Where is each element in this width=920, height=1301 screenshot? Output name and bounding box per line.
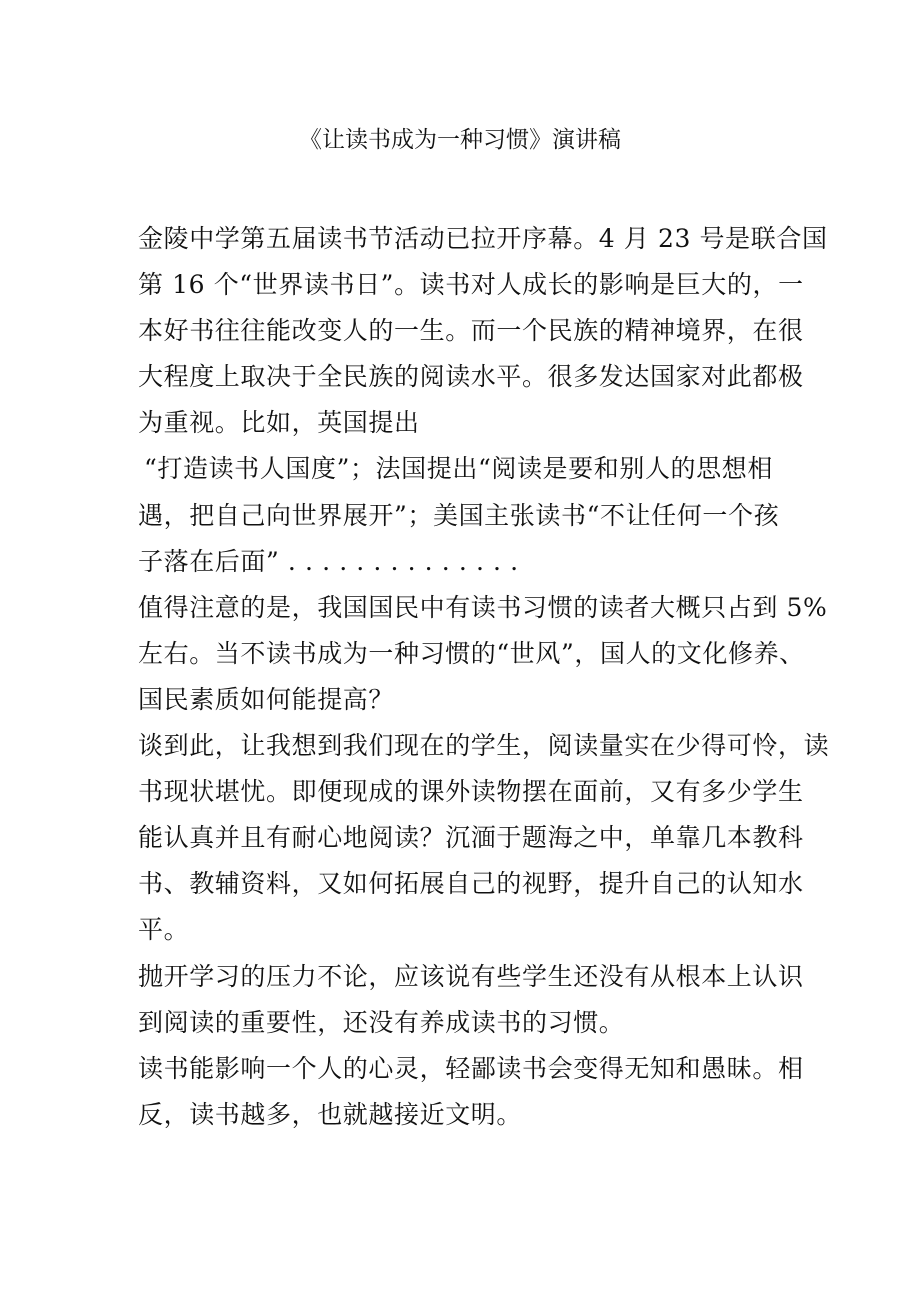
document-body (138, 216, 830, 1138)
text-line: 平。 (138, 915, 190, 945)
text-line: 反，读书越多，也就越接近文明。 (138, 1099, 523, 1129)
text-line: 抛开学习的压力不论，应该说有些学生还没有从根本上认识 (138, 961, 804, 991)
paragraph (138, 585, 828, 723)
text-line: 第 16 个“世界读书日”。读书对人成长的影响是巨大的，一 (138, 270, 804, 300)
text-line: “打造读书人国度”；法国提出“阅读是要和别人的思想相 (144, 454, 773, 484)
text-line: 书现状堪忧。即便现成的课外读物摆在面前，又有多少学生 (138, 777, 804, 807)
text-line: 到阅读的重要性，还没有养成读书的习惯。 (138, 1007, 625, 1037)
paragraph (138, 954, 804, 1046)
text-line: 大程度上取决于全民族的阅读水平。很多发达国家对此都极 (138, 362, 804, 392)
paragraph (138, 446, 798, 584)
text-line: 金陵中学第五届读书节活动已拉开序幕。4 月 23 号是联合国 (138, 224, 828, 253)
paragraph (138, 216, 828, 446)
paragraph (138, 723, 830, 953)
text-line: 能认真并且有耐心地阅读？沉湎于题海之中，单靠几本教科 (138, 823, 804, 853)
document-title: 《让读书成为一种习惯》演讲稿 (299, 127, 621, 153)
text-line: 值得注意的是，我国国民中有读书习惯的读者大概只占到 5% (138, 592, 828, 622)
text-line: 谈到此，让我想到我们现在的学生，阅读量实在少得可怜，读 (138, 731, 830, 761)
text-line: 本好书往往能改变人的一生。而一个民族的精神境界，在很 (138, 316, 804, 346)
text-line: 子落在后面” . . . . . . . . . . . . . . (138, 546, 519, 576)
text-line: 国民素质如何能提高？ (138, 684, 395, 714)
paragraph (138, 1046, 804, 1138)
text-line: 书、教辅资料，又如何拓展自己的视野，提升自己的认知水 (138, 869, 804, 899)
text-line: 为重视。比如，英国提出 (138, 408, 420, 438)
text-line: 左右。当不读书成为一种习惯的“世风”，国人的文化修养、 (138, 638, 805, 668)
text-line: 遇，把自己向世界展开”；美国主张读书“不让任何一个孩 (138, 500, 780, 530)
text-line: 读书能影响一个人的心灵，轻鄙读书会变得无知和愚昧。相 (138, 1053, 804, 1083)
